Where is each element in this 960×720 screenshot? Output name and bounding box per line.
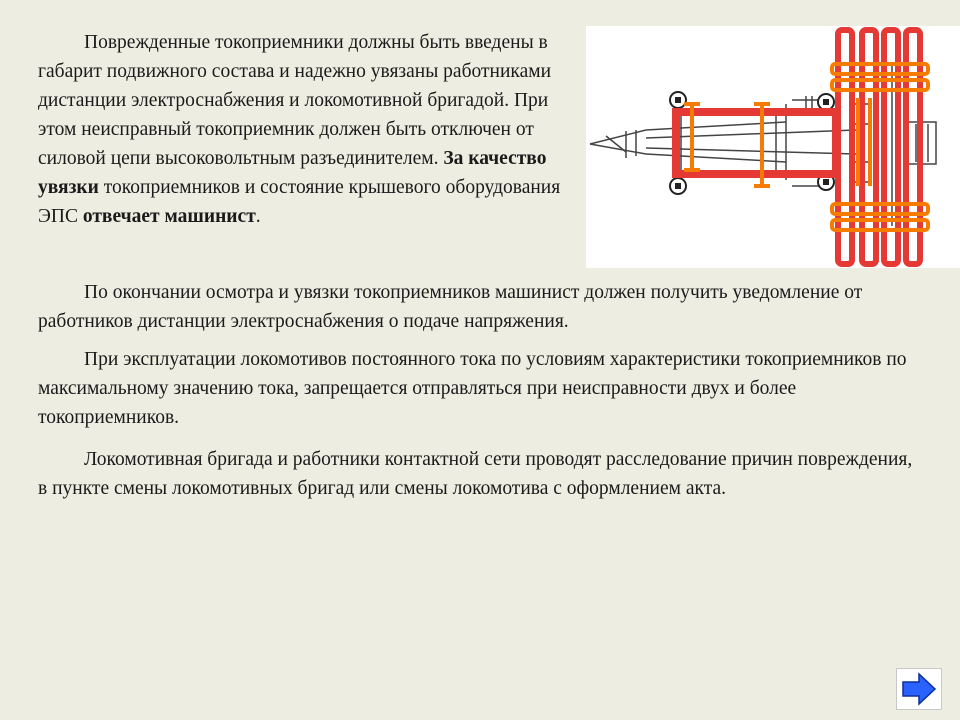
p1-text-3: . <box>255 206 261 227</box>
arrow-right-icon <box>897 669 941 709</box>
next-slide-button[interactable] <box>896 668 942 710</box>
pantograph-diagram <box>586 26 960 268</box>
paragraph-investigation: Локомотивная бригада и работники контактной сети проводят расследование причин повреждения, в пункте смены локомотивных бригад или смены локомотива с оформлением акта. <box>38 449 913 499</box>
p1-bold-driver: отвечает машинист <box>82 206 256 227</box>
p1-text-1: Поврежденные токоприемники должны быть введены в габарит подвижного состава и надежно увязаны работниками дистанции электроснабжения и локомотивной бригадой. При этом неисправный токоприемник должен быть отключен от силовой цепи высоковольтным разъединителем. <box>38 32 552 169</box>
pantograph-tied-diagram-icon <box>586 26 960 268</box>
p1-bold-quality: За качество увязки <box>38 148 547 198</box>
paragraph-pantograph-tying <box>38 28 586 231</box>
paragraph-voltage-notice: По окончании осмотра и увязки токоприемников машинист должен получить уведомление от работников дистанции электроснабжения о подаче напряжения. <box>38 282 863 332</box>
paragraph-dc-locomotive: При эксплуатации локомотивов постоянного тока по условиям характеристики токоприемников по максимальному значению тока, запрещается отправляться при неисправности двух и более токоприемников. <box>38 349 907 428</box>
p1-text-2: токоприемников и состояние крышевого оборудования ЭПС <box>38 177 561 227</box>
